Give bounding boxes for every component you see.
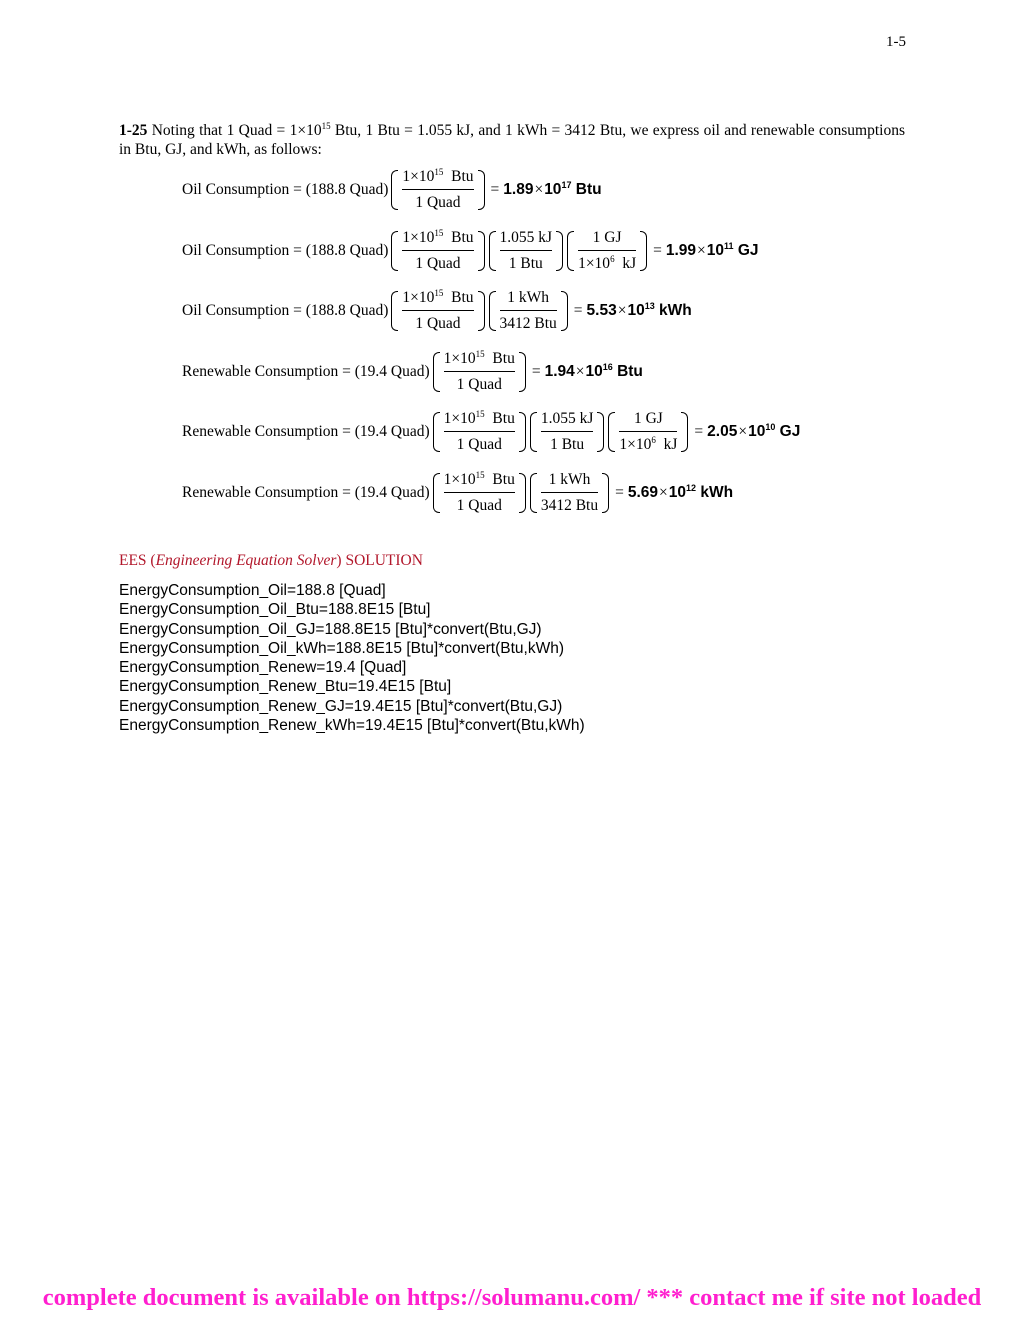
den-text: 1 Quad — [456, 497, 502, 514]
equals-sign: = — [573, 302, 583, 319]
equation-lhs: Renewable Consumption = (19.4 Quad) — [182, 363, 430, 380]
num-text: 1×10 — [443, 410, 476, 427]
equation-result — [503, 181, 601, 199]
num-exponent: 15 — [475, 469, 485, 480]
equation-lhs: Oil Consumption = (188.8 Quad) — [182, 242, 389, 259]
denominator — [619, 432, 677, 454]
numerator — [541, 410, 594, 432]
conversion-factor — [389, 229, 486, 273]
code-line: EnergyConsumption_Oil_kWh=188.8E15 [Btu]*convert(Btu,kWh) — [119, 639, 564, 657]
left-bracket — [487, 229, 496, 273]
num-exponent: 15 — [475, 408, 485, 419]
equation-result — [666, 242, 759, 260]
left-bracket — [389, 168, 398, 212]
result-unit: GJ — [775, 423, 801, 440]
num-text: 1×10 — [443, 350, 476, 367]
den-text: 1 Quad — [415, 194, 461, 211]
fraction — [615, 410, 681, 454]
right-bracket — [478, 229, 487, 273]
result-mantissa: 1.94 — [544, 363, 575, 380]
result-exponent: 10 — [765, 421, 776, 432]
denominator — [415, 190, 460, 212]
denominator — [500, 311, 557, 333]
denominator — [457, 432, 502, 454]
conversion-factor — [606, 410, 690, 454]
numerator — [578, 229, 636, 251]
denominator — [509, 251, 543, 273]
left-bracket — [389, 289, 398, 333]
numerator — [500, 229, 553, 251]
denominator — [415, 311, 460, 333]
conversion-factor — [487, 229, 566, 273]
fraction — [537, 410, 598, 454]
left-bracket — [431, 410, 440, 454]
num-text: 1 GJ — [633, 410, 663, 427]
numerator — [402, 229, 473, 251]
ees-heading — [119, 552, 423, 570]
left-bracket — [487, 289, 496, 333]
left-bracket — [528, 471, 537, 515]
equation-row — [182, 227, 759, 275]
right-bracket — [597, 410, 606, 454]
conversion-factor — [528, 410, 607, 454]
num-unit: Btu — [484, 471, 515, 488]
code-line: EnergyConsumption_Renew_GJ=19.4E15 [Btu]*convert(Btu,GJ) — [119, 697, 563, 715]
right-bracket — [561, 289, 570, 333]
fraction — [496, 229, 557, 273]
fraction — [398, 289, 477, 333]
conversion-factor — [431, 410, 528, 454]
num-exponent: 15 — [434, 166, 444, 177]
result-exponent: 16 — [602, 361, 613, 372]
den-text: 1×10 — [578, 255, 611, 272]
code-line: EnergyConsumption_Oil=188.8 [Quad] — [119, 582, 386, 599]
ees-code — [119, 581, 585, 735]
times-sign: × — [659, 484, 668, 501]
num-exponent: 15 — [434, 287, 444, 298]
numerator — [444, 350, 515, 372]
denominator — [541, 493, 598, 515]
conversion-factor — [528, 471, 611, 515]
numerator — [541, 471, 598, 493]
conversion-factor — [487, 289, 570, 333]
numerator — [444, 471, 515, 493]
equation-result — [707, 423, 800, 441]
equation-row — [182, 348, 643, 396]
conversion-factor — [431, 350, 528, 394]
result-mantissa: 5.53 — [586, 302, 617, 319]
numerator — [444, 410, 515, 432]
times-sign: × — [738, 423, 748, 440]
den-text: 1×10 — [619, 436, 652, 453]
result-unit: GJ — [733, 242, 759, 259]
num-unit: Btu — [484, 350, 515, 367]
equation-row — [182, 287, 692, 335]
fraction — [496, 289, 561, 333]
result-base: 10 — [706, 242, 725, 259]
den-text: 1 Quad — [415, 255, 461, 272]
denominator — [578, 251, 636, 273]
equation-result — [628, 484, 733, 502]
den-text: 1 Quad — [415, 315, 461, 332]
den-unit: kJ — [614, 255, 637, 272]
times-sign: × — [697, 242, 706, 259]
result-mantissa: 5.69 — [627, 484, 659, 501]
num-text: 1 kWh — [507, 289, 550, 306]
left-bracket — [431, 471, 440, 515]
den-exponent: 6 — [610, 253, 615, 264]
denominator — [457, 372, 502, 394]
left-bracket — [528, 410, 537, 454]
times-sign: × — [534, 181, 544, 198]
problem-statement — [119, 121, 905, 159]
result-base: 10 — [627, 302, 645, 319]
code-line: EnergyConsumption_Oil_Btu=188.8E15 [Btu] — [119, 601, 431, 619]
code-line: EnergyConsumption_Renew=19.4 [Quad] — [119, 659, 407, 677]
result-mantissa: 2.05 — [707, 423, 738, 440]
num-unit: Btu — [484, 410, 515, 427]
code-line: EnergyConsumption_Oil_GJ=188.8E15 [Btu]*convert(Btu,GJ) — [119, 620, 542, 638]
fraction — [537, 471, 602, 515]
result-mantissa: 1.99 — [665, 242, 697, 259]
right-bracket — [519, 410, 528, 454]
right-bracket — [519, 350, 528, 394]
ees-heading-prefix: EES ( — [119, 552, 156, 569]
equation-lhs: Renewable Consumption = (19.4 Quad) — [182, 484, 430, 501]
problem-exponent: 15 — [321, 120, 331, 131]
footer-notice: complete document is available on https://solumanu.com/ *** contact me if site not loaded — [42, 1284, 982, 1311]
fraction — [440, 410, 519, 454]
equation-row — [182, 408, 800, 456]
result-exponent: 12 — [686, 482, 697, 493]
equals-sign: = — [615, 484, 624, 501]
denominator — [550, 432, 584, 454]
right-bracket — [602, 471, 611, 515]
conversion-factor — [389, 168, 486, 212]
num-unit: Btu — [443, 289, 474, 306]
equation-row — [182, 469, 733, 517]
den-unit: kJ — [655, 436, 678, 453]
num-text: 1 kWh — [548, 471, 591, 488]
conversion-factor — [389, 289, 486, 333]
num-text: 1×10 — [402, 289, 435, 306]
ees-heading-italic: Engineering Equation Solver — [155, 552, 337, 569]
result-unit: kWh — [654, 302, 692, 319]
right-bracket — [519, 471, 528, 515]
den-text: 3412 Btu — [499, 315, 557, 332]
result-exponent: 13 — [644, 300, 655, 311]
equation-row — [182, 166, 602, 214]
right-bracket — [640, 229, 649, 273]
code-line: EnergyConsumption_Renew_Btu=19.4E15 [Btu] — [119, 678, 452, 696]
times-sign: × — [575, 363, 585, 380]
denominator — [415, 251, 460, 273]
result-base: 10 — [668, 484, 687, 501]
result-base: 10 — [544, 181, 562, 198]
numerator — [619, 410, 677, 432]
right-bracket — [556, 229, 565, 273]
left-bracket — [431, 350, 440, 394]
times-sign: × — [617, 302, 627, 319]
equals-sign: = — [531, 363, 541, 380]
equation-result — [545, 363, 643, 381]
right-bracket — [681, 410, 690, 454]
numerator — [500, 289, 557, 311]
num-text: 1×10 — [402, 168, 435, 185]
numerator — [402, 168, 473, 190]
num-exponent: 15 — [434, 227, 444, 238]
denominator — [457, 493, 502, 515]
num-text: 1.055 kJ — [540, 410, 594, 427]
left-bracket — [565, 229, 574, 273]
den-text: 1 Btu — [508, 255, 543, 272]
result-unit: Btu — [571, 181, 602, 198]
result-base: 10 — [585, 363, 603, 380]
left-bracket — [606, 410, 615, 454]
equation-result — [587, 302, 692, 320]
equals-sign: = — [694, 423, 704, 440]
problem-text-b: Btu, 1 Btu = 1.055 kJ, and 1 kWh = 3412 Btu, we express oil and renewable consumptions in Btu, GJ, and kWh, as follows: — [119, 122, 905, 158]
num-unit: Btu — [443, 229, 474, 246]
result-unit: kWh — [696, 484, 734, 501]
fraction — [398, 229, 477, 273]
den-exponent: 6 — [651, 434, 656, 445]
result-unit: Btu — [612, 363, 643, 380]
num-unit: Btu — [443, 168, 474, 185]
result-mantissa: 1.89 — [503, 181, 534, 198]
fraction — [398, 168, 477, 212]
conversion-factor — [431, 471, 528, 515]
fraction — [574, 229, 640, 273]
result-base: 10 — [748, 423, 766, 440]
den-text: 1 Btu — [550, 436, 585, 453]
page-number: 1-5 — [886, 34, 906, 50]
right-bracket — [478, 168, 487, 212]
numerator — [402, 289, 473, 311]
equation-lhs: Renewable Consumption = (19.4 Quad) — [182, 423, 430, 440]
fraction — [440, 350, 519, 394]
num-exponent: 15 — [475, 348, 485, 359]
num-text: 1.055 kJ — [499, 229, 553, 246]
num-text: 1 GJ — [592, 229, 622, 246]
num-text: 1×10 — [443, 471, 476, 488]
left-bracket — [389, 229, 398, 273]
problem-label: 1-25 — [119, 122, 148, 139]
result-exponent: 11 — [724, 240, 734, 251]
den-text: 1 Quad — [456, 436, 502, 453]
result-exponent: 17 — [561, 179, 572, 190]
equation-lhs: Oil Consumption = (188.8 Quad) — [182, 302, 389, 319]
equation-lhs: Oil Consumption = (188.8 Quad) — [182, 181, 389, 198]
code-line: EnergyConsumption_Renew_kWh=19.4E15 [Btu]*convert(Btu,kWh) — [119, 717, 585, 735]
num-text: 1×10 — [402, 229, 435, 246]
right-bracket — [478, 289, 487, 333]
den-text: 3412 Btu — [540, 497, 599, 514]
equals-sign: = — [653, 242, 662, 259]
problem-text-a: Noting that 1 Quad = 1×10 — [147, 122, 322, 139]
den-text: 1 Quad — [456, 376, 502, 393]
equals-sign: = — [490, 181, 500, 198]
ees-heading-suffix: ) SOLUTION — [336, 552, 423, 569]
conversion-factor — [565, 229, 649, 273]
fraction — [440, 471, 519, 515]
